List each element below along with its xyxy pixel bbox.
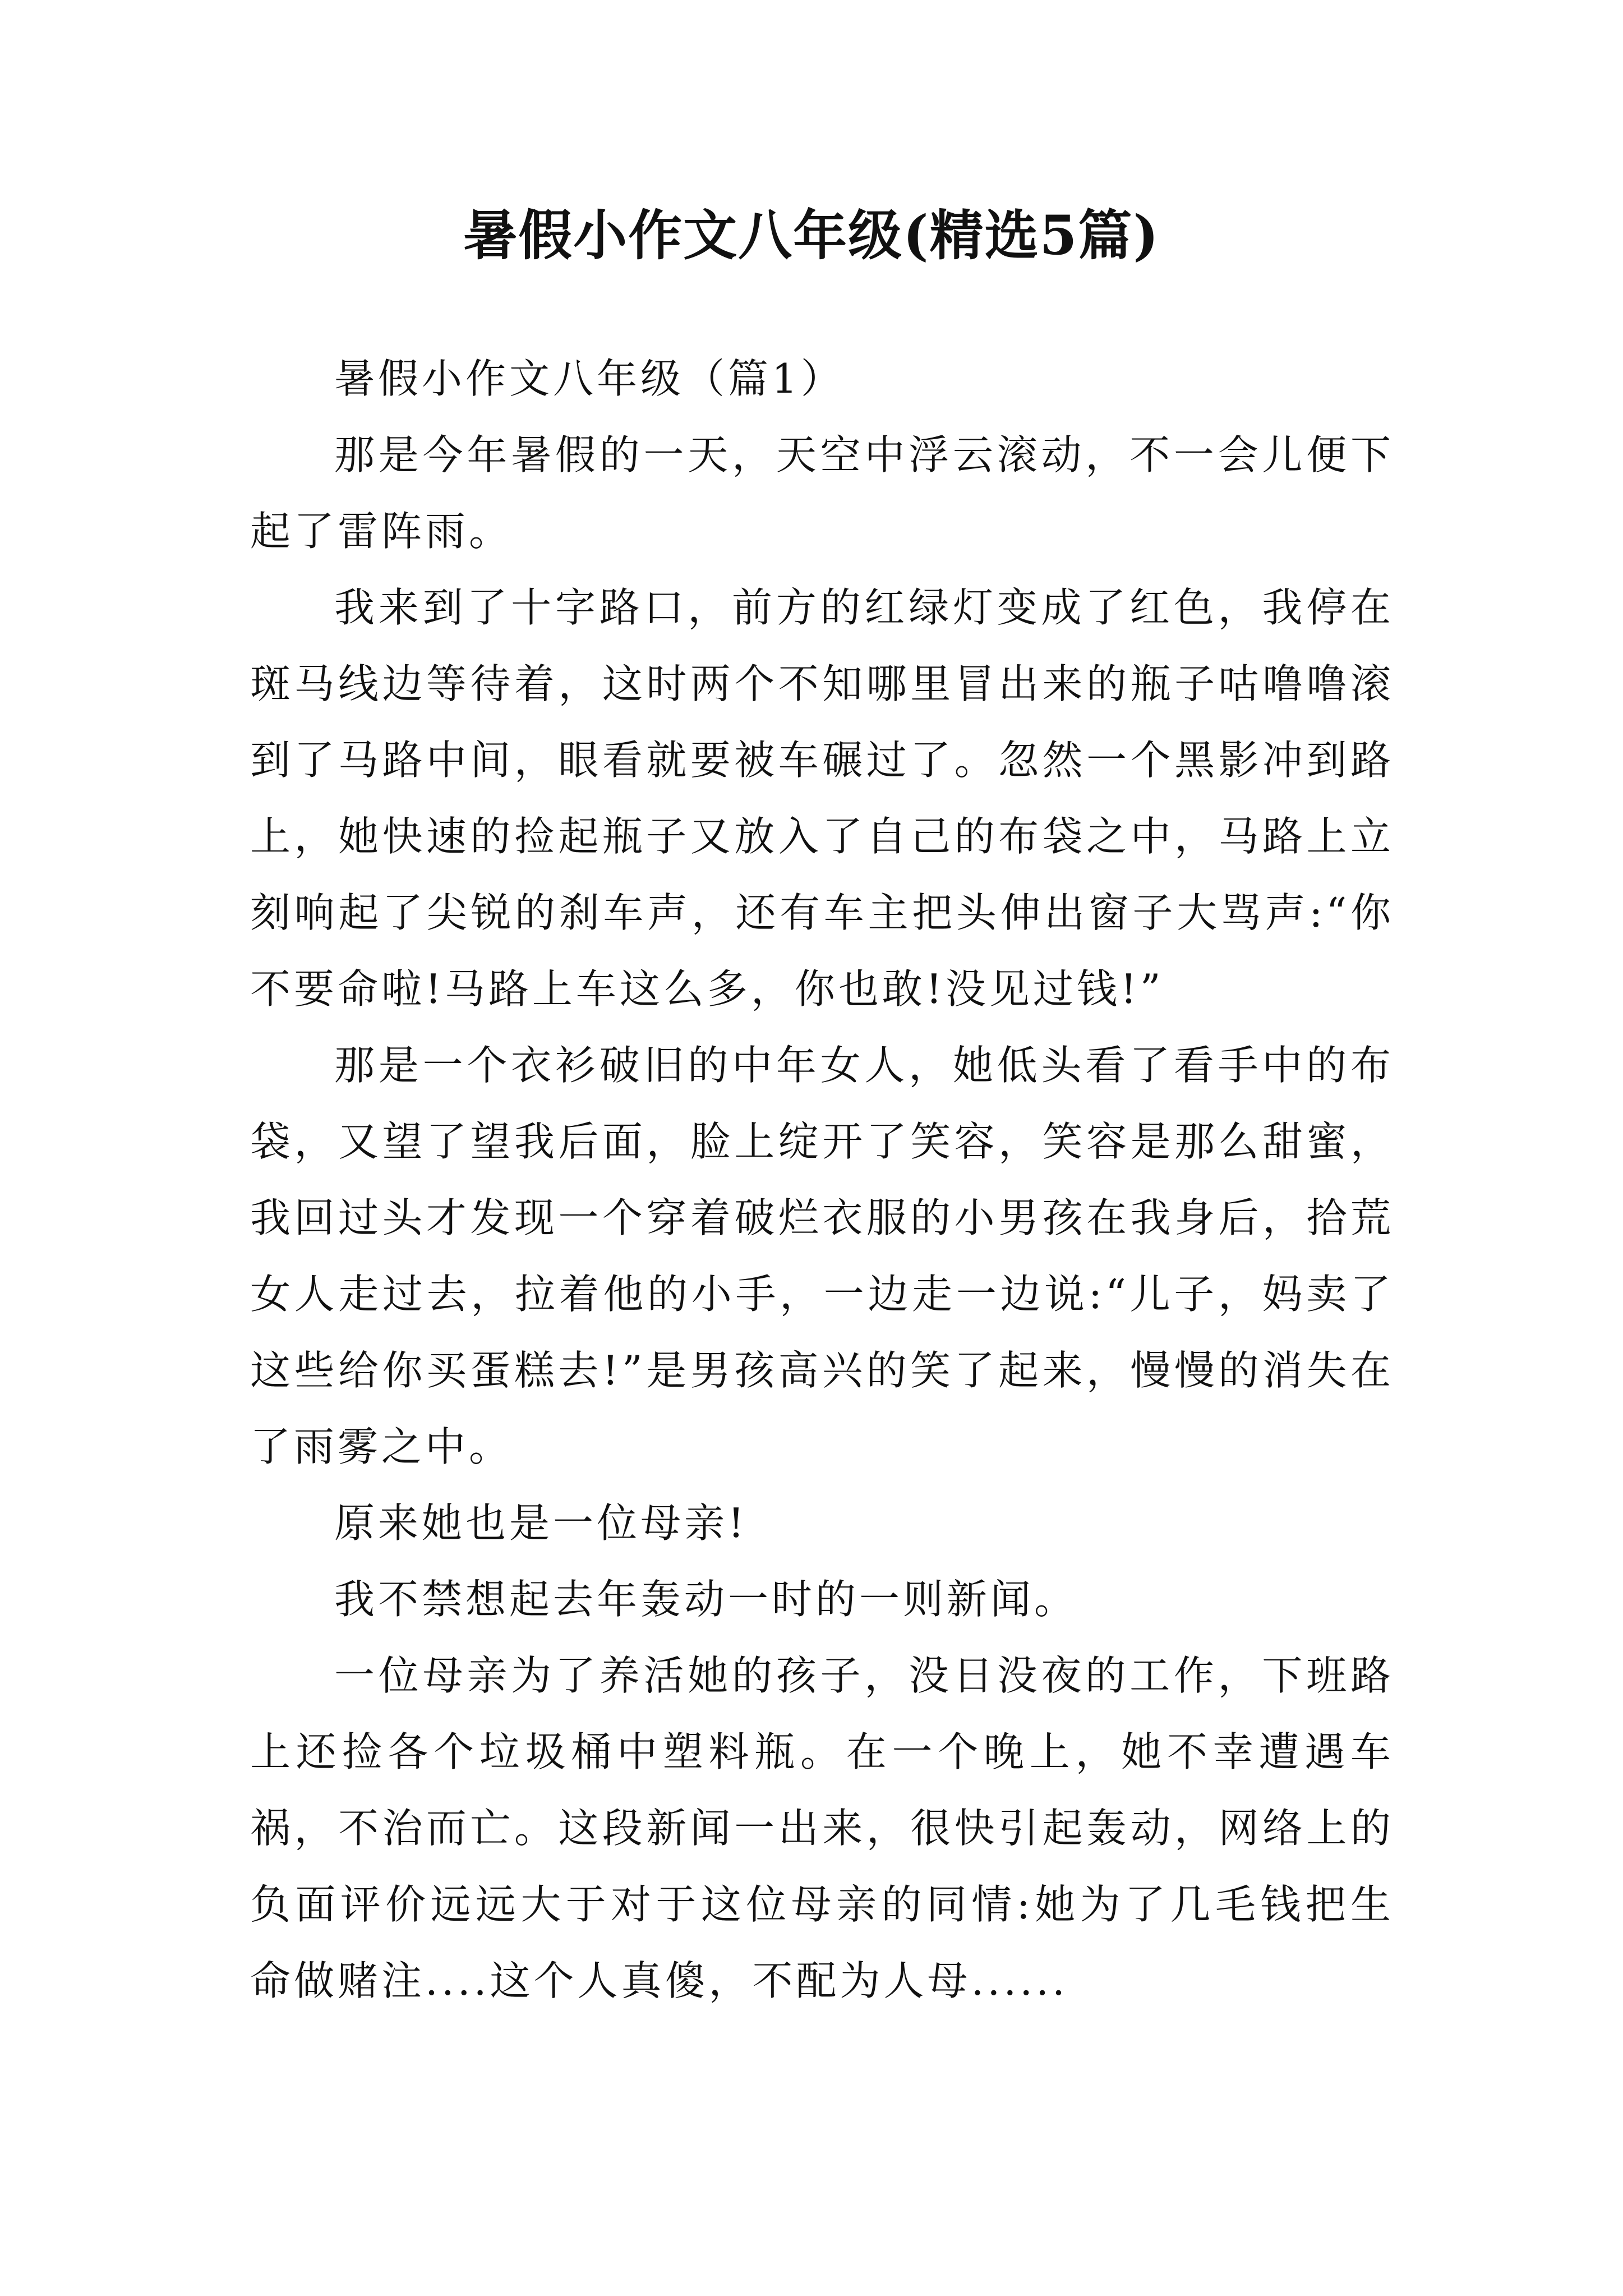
paragraph: 我来到了十字路口，前方的红绿灯变成了红色，我停在斑马线边等待着，这时两个不知哪里冒出来的瓶子咕噜噜滚到了马路中间，眼看就要被车碾过了。忽然一个黑影冲到路上，她快速的捡起瓶子又放入了自己的布袋之中，马路上立刻响起了尖锐的刹车声，还有车主把头伸出窗子大骂声:“你不要命啦!马路上车这么多，你也敢!没见过钱!”	[250, 584, 1394, 1013]
paragraph: 原来她也是一位母亲!	[334, 1499, 748, 1547]
paragraph: 那是今年暑假的一天，天空中浮云滚动，不一会儿便下起了雷阵雨。	[250, 431, 1394, 555]
paragraph: 一位母亲为了养活她的孩子，没日没夜的工作，下班路上还捡各个垃圾桶中塑料瓶。在一个晚上，她不幸遭遇车祸，不治而亡。这段新闻一出来，很快引起轰动，网络上的负面评价远远大于对于这位母亲的同情:她为了几毛钱把生命做赌注....这个人真傻，不配为人母......	[250, 1652, 1394, 2004]
document-body	[250, 341, 1394, 2019]
section-heading: 暑假小作文八年级（篇1）	[334, 355, 845, 402]
document-title: 暑假小作文八年级(精选5篇)	[463, 204, 1160, 267]
paragraph: 我不禁想起去年轰动一时的一则新闻。	[334, 1576, 1078, 1623]
paragraph: 那是一个衣衫破旧的中年女人，她低头看了看手中的布袋，又望了望我后面，脸上绽开了笑容，笑容是那么甜蜜，我回过头才发现一个穿着破烂衣服的小男孩在我身后，拾荒女人走过去，拉着他的小手，一边走一边说:“儿子，妈卖了这些给你买蛋糕去!”是男孩高兴的笑了起来，慢慢的消失在了雨雾之中。	[250, 1042, 1394, 1470]
